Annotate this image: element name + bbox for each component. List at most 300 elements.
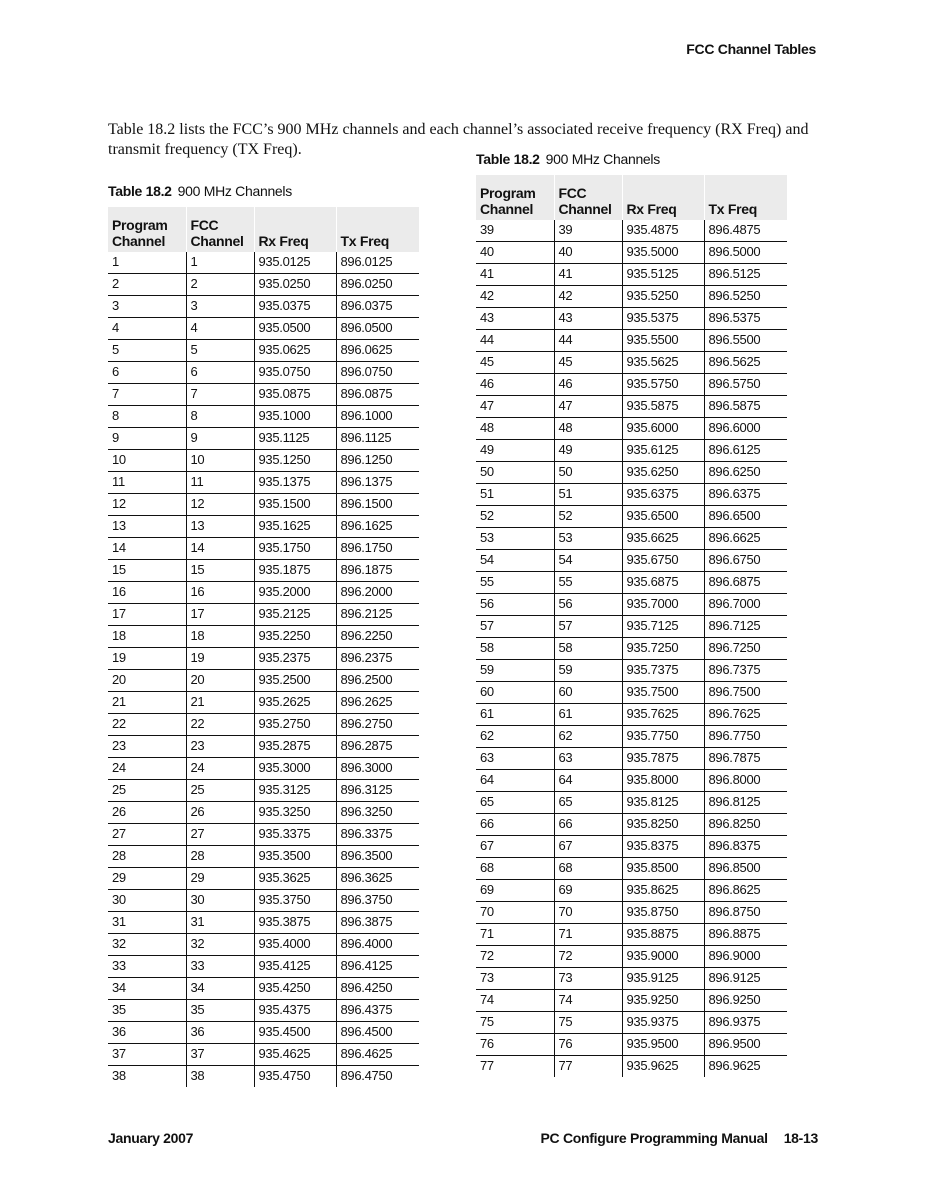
fcc-channel-cell: 12: [186, 494, 254, 516]
table-row: [108, 626, 419, 648]
program-channel-cell: 7: [108, 384, 186, 406]
fcc-channel-cell: 74: [554, 990, 622, 1012]
fcc-channel-cell: 62: [554, 726, 622, 748]
rx-freq-cell: 935.8875: [622, 924, 704, 946]
table-row: [476, 968, 787, 990]
rx-freq-cell: 935.1125: [254, 428, 336, 450]
rx-freq-cell: 935.4875: [622, 220, 704, 242]
rx-freq-cell: 935.1750: [254, 538, 336, 560]
rx-freq-cell: 935.2875: [254, 736, 336, 758]
fcc-channel-cell: 4: [186, 318, 254, 340]
rx-freq-cell: 935.9500: [622, 1034, 704, 1056]
rx-freq-cell: 935.6625: [622, 528, 704, 550]
program-channel-cell: 51: [476, 484, 554, 506]
program-channel-cell: 42: [476, 286, 554, 308]
tx-freq-cell: 896.4750: [336, 1066, 419, 1088]
tx-freq-cell: 896.7000: [704, 594, 787, 616]
rx-freq-cell: 935.0125: [254, 252, 336, 274]
program-channel-cell: 60: [476, 682, 554, 704]
tx-freq-cell: 896.1375: [336, 472, 419, 494]
table-row: [476, 814, 787, 836]
rx-freq-cell: 935.2625: [254, 692, 336, 714]
tx-freq-cell: 896.3875: [336, 912, 419, 934]
program-channel-cell: 28: [108, 846, 186, 868]
table-row: [108, 560, 419, 582]
tx-freq-cell: 896.8750: [704, 902, 787, 924]
rx-freq-cell: 935.1875: [254, 560, 336, 582]
rx-freq-cell: 935.5625: [622, 352, 704, 374]
tx-freq-cell: 896.5375: [704, 308, 787, 330]
program-channel-cell: 1: [108, 252, 186, 274]
tx-freq-cell: 896.0875: [336, 384, 419, 406]
fcc-channel-cell: 47: [554, 396, 622, 418]
tx-freq-cell: 896.1250: [336, 450, 419, 472]
fcc-channel-cell: 13: [186, 516, 254, 538]
program-channel-cell: 45: [476, 352, 554, 374]
program-channel-cell: 40: [476, 242, 554, 264]
program-channel-cell: 66: [476, 814, 554, 836]
program-channel-cell: 72: [476, 946, 554, 968]
table-row: [476, 748, 787, 770]
table-row: [476, 616, 787, 638]
program-channel-cell: 14: [108, 538, 186, 560]
fcc-channel-cell: 7: [186, 384, 254, 406]
fcc-channel-cell: 8: [186, 406, 254, 428]
table-row: [476, 528, 787, 550]
tx-freq-cell: 896.7875: [704, 748, 787, 770]
program-channel-cell: 61: [476, 704, 554, 726]
tx-freq-cell: 896.9500: [704, 1034, 787, 1056]
tx-freq-cell: 896.3375: [336, 824, 419, 846]
rx-freq-cell: 935.3500: [254, 846, 336, 868]
tx-freq-cell: 896.1625: [336, 516, 419, 538]
tx-freq-cell: 896.8500: [704, 858, 787, 880]
tx-freq-cell: 896.6250: [704, 462, 787, 484]
tx-freq-cell: 896.0250: [336, 274, 419, 296]
rx-freq-cell: 935.8500: [622, 858, 704, 880]
fcc-channel-cell: 59: [554, 660, 622, 682]
tx-freq-cell: 896.8000: [704, 770, 787, 792]
program-channel-cell: 21: [108, 692, 186, 714]
rx-freq-cell: 935.7875: [622, 748, 704, 770]
table-row: [476, 418, 787, 440]
rx-freq-cell: 935.4000: [254, 934, 336, 956]
program-channel-cell: 20: [108, 670, 186, 692]
fcc-channel-cell: 1: [186, 252, 254, 274]
program-channel-cell: 68: [476, 858, 554, 880]
table-row: [476, 308, 787, 330]
rx-freq-cell: 935.6375: [622, 484, 704, 506]
fcc-channel-cell: 14: [186, 538, 254, 560]
header-rx-freq: Rx Freq: [254, 207, 336, 252]
tx-freq-cell: 896.1125: [336, 428, 419, 450]
intro-paragraph: Table 18.2 lists the FCC’s 900 MHz channels and each channel’s associated receive frequency (RX Freq) and transmit frequency (TX Freq).: [108, 121, 809, 158]
table-row: [108, 736, 419, 758]
tx-freq-cell: 896.6375: [704, 484, 787, 506]
fcc-channel-cell: 46: [554, 374, 622, 396]
rx-freq-cell: 935.3750: [254, 890, 336, 912]
fcc-channel-cell: 77: [554, 1056, 622, 1078]
program-channel-cell: 49: [476, 440, 554, 462]
program-channel-cell: 17: [108, 604, 186, 626]
tx-freq-cell: 896.8250: [704, 814, 787, 836]
fcc-channel-cell: 16: [186, 582, 254, 604]
header-program-channel: Program Channel: [476, 175, 554, 220]
table-row: [108, 384, 419, 406]
program-channel-cell: 24: [108, 758, 186, 780]
program-channel-cell: 53: [476, 528, 554, 550]
table-row: [108, 758, 419, 780]
rx-freq-cell: 935.9625: [622, 1056, 704, 1078]
fcc-channel-cell: 18: [186, 626, 254, 648]
tx-freq-cell: 896.1875: [336, 560, 419, 582]
table-row: [476, 352, 787, 374]
rx-freq-cell: 935.7750: [622, 726, 704, 748]
rx-freq-cell: 935.0250: [254, 274, 336, 296]
table-row: [108, 912, 419, 934]
header-program-channel: Program Channel: [108, 207, 186, 252]
running-header-title: FCC Channel Tables: [686, 41, 816, 57]
program-channel-cell: 54: [476, 550, 554, 572]
table-row: [108, 714, 419, 736]
rx-freq-cell: 935.4125: [254, 956, 336, 978]
fcc-channel-cell: 17: [186, 604, 254, 626]
table-row: [108, 1000, 419, 1022]
program-channel-cell: 23: [108, 736, 186, 758]
tx-freq-cell: 896.3625: [336, 868, 419, 890]
fcc-channel-cell: 61: [554, 704, 622, 726]
tx-freq-cell: 896.0375: [336, 296, 419, 318]
program-channel-cell: 27: [108, 824, 186, 846]
rx-freq-cell: 935.6000: [622, 418, 704, 440]
rx-freq-cell: 935.0625: [254, 340, 336, 362]
rx-freq-cell: 935.6500: [622, 506, 704, 528]
program-channel-cell: 55: [476, 572, 554, 594]
tx-freq-cell: 896.3250: [336, 802, 419, 824]
fcc-channel-cell: 21: [186, 692, 254, 714]
rx-freq-cell: 935.7125: [622, 616, 704, 638]
program-channel-cell: 65: [476, 792, 554, 814]
program-channel-cell: 9: [108, 428, 186, 450]
rx-freq-cell: 935.5375: [622, 308, 704, 330]
table-row: [476, 902, 787, 924]
table-row: [476, 264, 787, 286]
fcc-channel-cell: 58: [554, 638, 622, 660]
fcc-channel-cell: 28: [186, 846, 254, 868]
table-row: [108, 802, 419, 824]
rx-freq-cell: 935.7375: [622, 660, 704, 682]
program-channel-cell: 16: [108, 582, 186, 604]
program-channel-cell: 59: [476, 660, 554, 682]
table-header-row: [108, 207, 419, 252]
rx-freq-cell: 935.1375: [254, 472, 336, 494]
table-body-right: [476, 220, 787, 1077]
tx-freq-cell: 896.5000: [704, 242, 787, 264]
table-row: [476, 594, 787, 616]
fcc-channel-cell: 42: [554, 286, 622, 308]
fcc-channel-cell: 65: [554, 792, 622, 814]
table-row: [108, 692, 419, 714]
table-row: [476, 704, 787, 726]
table-row: [108, 648, 419, 670]
fcc-channel-cell: 22: [186, 714, 254, 736]
tx-freq-cell: 896.3750: [336, 890, 419, 912]
program-channel-cell: 34: [108, 978, 186, 1000]
table-row: [108, 956, 419, 978]
table-row: [108, 516, 419, 538]
fcc-channel-cell: 51: [554, 484, 622, 506]
program-channel-cell: 10: [108, 450, 186, 472]
table-row: [476, 858, 787, 880]
rx-freq-cell: 935.3250: [254, 802, 336, 824]
tx-freq-cell: 896.6125: [704, 440, 787, 462]
program-channel-cell: 31: [108, 912, 186, 934]
table-row: [108, 428, 419, 450]
program-channel-cell: 18: [108, 626, 186, 648]
table-row: [476, 770, 787, 792]
program-channel-cell: 12: [108, 494, 186, 516]
fcc-channel-cell: 32: [186, 934, 254, 956]
table-row: [476, 220, 787, 242]
program-channel-cell: 19: [108, 648, 186, 670]
program-channel-cell: 52: [476, 506, 554, 528]
table-row: [476, 682, 787, 704]
fcc-channel-cell: 56: [554, 594, 622, 616]
fcc-channel-cell: 37: [186, 1044, 254, 1066]
program-channel-cell: 25: [108, 780, 186, 802]
table-row: [108, 252, 419, 274]
table-header-row: [476, 175, 787, 220]
tx-freq-cell: 896.2750: [336, 714, 419, 736]
fcc-channel-cell: 23: [186, 736, 254, 758]
table-row: [476, 1034, 787, 1056]
rx-freq-cell: 935.2750: [254, 714, 336, 736]
fcc-channel-cell: 66: [554, 814, 622, 836]
tx-freq-cell: 896.5250: [704, 286, 787, 308]
fcc-channel-cell: 6: [186, 362, 254, 384]
tx-freq-cell: 896.9125: [704, 968, 787, 990]
table-row: [108, 340, 419, 362]
table-row: [476, 792, 787, 814]
footer-date: January 2007: [108, 1130, 194, 1146]
table-row: [108, 1044, 419, 1066]
table-row: [476, 572, 787, 594]
tx-freq-cell: 896.3000: [336, 758, 419, 780]
rx-freq-cell: 935.0750: [254, 362, 336, 384]
rx-freq-cell: 935.5500: [622, 330, 704, 352]
rx-freq-cell: 935.9000: [622, 946, 704, 968]
table-row: [108, 472, 419, 494]
tx-freq-cell: 896.8875: [704, 924, 787, 946]
tx-freq-cell: 896.5500: [704, 330, 787, 352]
rx-freq-cell: 935.5750: [622, 374, 704, 396]
rx-freq-cell: 935.8000: [622, 770, 704, 792]
fcc-channel-cell: 25: [186, 780, 254, 802]
fcc-channel-cell: 31: [186, 912, 254, 934]
tx-freq-cell: 896.0500: [336, 318, 419, 340]
table-row: [108, 1022, 419, 1044]
rx-freq-cell: 935.2000: [254, 582, 336, 604]
tx-freq-cell: 896.8125: [704, 792, 787, 814]
table-row: [476, 462, 787, 484]
footer-manual-info: [541, 1130, 818, 1146]
table-row: [476, 1012, 787, 1034]
table-row: [108, 868, 419, 890]
rx-freq-cell: 935.8625: [622, 880, 704, 902]
fcc-channel-cell: 15: [186, 560, 254, 582]
fcc-channel-cell: 54: [554, 550, 622, 572]
table-row: [476, 484, 787, 506]
fcc-channel-cell: 19: [186, 648, 254, 670]
table-row: [476, 506, 787, 528]
tx-freq-cell: 896.9250: [704, 990, 787, 1012]
fcc-channel-cell: 50: [554, 462, 622, 484]
tx-freq-cell: 896.5750: [704, 374, 787, 396]
program-channel-cell: 48: [476, 418, 554, 440]
rx-freq-cell: 935.6125: [622, 440, 704, 462]
fcc-channel-cell: 43: [554, 308, 622, 330]
table-caption-left: [108, 183, 292, 199]
program-channel-cell: 74: [476, 990, 554, 1012]
table-caption-text: 900 MHz Channels: [545, 151, 660, 167]
fcc-channel-cell: 39: [554, 220, 622, 242]
tx-freq-cell: 896.1500: [336, 494, 419, 516]
fcc-channel-cell: 49: [554, 440, 622, 462]
rx-freq-cell: 935.6875: [622, 572, 704, 594]
rx-freq-cell: 935.4500: [254, 1022, 336, 1044]
table-caption-label: Table 18.2: [476, 151, 540, 167]
rx-freq-cell: 935.7250: [622, 638, 704, 660]
rx-freq-cell: 935.9125: [622, 968, 704, 990]
table-row: [476, 374, 787, 396]
rx-freq-cell: 935.3000: [254, 758, 336, 780]
tx-freq-cell: 896.2375: [336, 648, 419, 670]
rx-freq-cell: 935.8375: [622, 836, 704, 858]
program-channel-cell: 15: [108, 560, 186, 582]
fcc-channel-cell: 55: [554, 572, 622, 594]
tx-freq-cell: 896.0625: [336, 340, 419, 362]
fcc-channel-cell: 40: [554, 242, 622, 264]
program-channel-cell: 22: [108, 714, 186, 736]
table-row: [108, 1066, 419, 1088]
program-channel-cell: 70: [476, 902, 554, 924]
fcc-channel-cell: 45: [554, 352, 622, 374]
program-channel-cell: 76: [476, 1034, 554, 1056]
fcc-channel-cell: 27: [186, 824, 254, 846]
table-row: [108, 582, 419, 604]
program-channel-cell: 4: [108, 318, 186, 340]
fcc-channel-cell: 24: [186, 758, 254, 780]
fcc-channel-cell: 30: [186, 890, 254, 912]
program-channel-cell: 62: [476, 726, 554, 748]
rx-freq-cell: 935.3375: [254, 824, 336, 846]
table-row: [476, 726, 787, 748]
fcc-channel-cell: 36: [186, 1022, 254, 1044]
fcc-channel-cell: 41: [554, 264, 622, 286]
table-row: [108, 978, 419, 1000]
tx-freq-cell: 896.7750: [704, 726, 787, 748]
tx-freq-cell: 896.0125: [336, 252, 419, 274]
tx-freq-cell: 896.4500: [336, 1022, 419, 1044]
fcc-channel-cell: 64: [554, 770, 622, 792]
fcc-channel-cell: 71: [554, 924, 622, 946]
header-tx-freq: Tx Freq: [704, 175, 787, 220]
channel-table-left: [108, 207, 419, 1087]
tx-freq-cell: 896.4875: [704, 220, 787, 242]
program-channel-cell: 30: [108, 890, 186, 912]
table-row: [476, 550, 787, 572]
fcc-channel-cell: 29: [186, 868, 254, 890]
rx-freq-cell: 935.1625: [254, 516, 336, 538]
table-row: [108, 824, 419, 846]
header-rx-freq: Rx Freq: [622, 175, 704, 220]
footer-page-number: 18-13: [783, 1130, 818, 1146]
program-channel-cell: 41: [476, 264, 554, 286]
rx-freq-cell: 935.6750: [622, 550, 704, 572]
tx-freq-cell: 896.5625: [704, 352, 787, 374]
program-channel-cell: 26: [108, 802, 186, 824]
fcc-channel-cell: 60: [554, 682, 622, 704]
tx-freq-cell: 896.6750: [704, 550, 787, 572]
rx-freq-cell: 935.9375: [622, 1012, 704, 1034]
fcc-channel-cell: 57: [554, 616, 622, 638]
rx-freq-cell: 935.8125: [622, 792, 704, 814]
fcc-channel-cell: 68: [554, 858, 622, 880]
program-channel-cell: 6: [108, 362, 186, 384]
program-channel-cell: 56: [476, 594, 554, 616]
tx-freq-cell: 896.9375: [704, 1012, 787, 1034]
tx-freq-cell: 896.6625: [704, 528, 787, 550]
program-channel-cell: 3: [108, 296, 186, 318]
tx-freq-cell: 896.7250: [704, 638, 787, 660]
program-channel-cell: 35: [108, 1000, 186, 1022]
table-row: [476, 880, 787, 902]
program-channel-cell: 57: [476, 616, 554, 638]
rx-freq-cell: 935.5250: [622, 286, 704, 308]
tx-freq-cell: 896.7375: [704, 660, 787, 682]
table-row: [476, 946, 787, 968]
rx-freq-cell: 935.2375: [254, 648, 336, 670]
rx-freq-cell: 935.7500: [622, 682, 704, 704]
tx-freq-cell: 896.2250: [336, 626, 419, 648]
rx-freq-cell: 935.6250: [622, 462, 704, 484]
tx-freq-cell: 896.6875: [704, 572, 787, 594]
program-channel-cell: 33: [108, 956, 186, 978]
fcc-channel-cell: 34: [186, 978, 254, 1000]
rx-freq-cell: 935.7625: [622, 704, 704, 726]
fcc-channel-cell: 26: [186, 802, 254, 824]
table-row: [476, 990, 787, 1012]
tx-freq-cell: 896.2875: [336, 736, 419, 758]
fcc-channel-cell: 48: [554, 418, 622, 440]
program-channel-cell: 5: [108, 340, 186, 362]
program-channel-cell: 39: [476, 220, 554, 242]
fcc-channel-cell: 3: [186, 296, 254, 318]
rx-freq-cell: 935.7000: [622, 594, 704, 616]
header-fcc-channel: FCC Channel: [186, 207, 254, 252]
rx-freq-cell: 935.0375: [254, 296, 336, 318]
fcc-channel-cell: 76: [554, 1034, 622, 1056]
table-row: [108, 780, 419, 802]
program-channel-cell: 75: [476, 1012, 554, 1034]
program-channel-cell: 67: [476, 836, 554, 858]
table-row: [108, 934, 419, 956]
fcc-channel-cell: 33: [186, 956, 254, 978]
program-channel-cell: 77: [480, 1058, 494, 1073]
table-row: [108, 604, 419, 626]
rx-freq-cell: 935.0875: [254, 384, 336, 406]
table-row: [108, 538, 419, 560]
